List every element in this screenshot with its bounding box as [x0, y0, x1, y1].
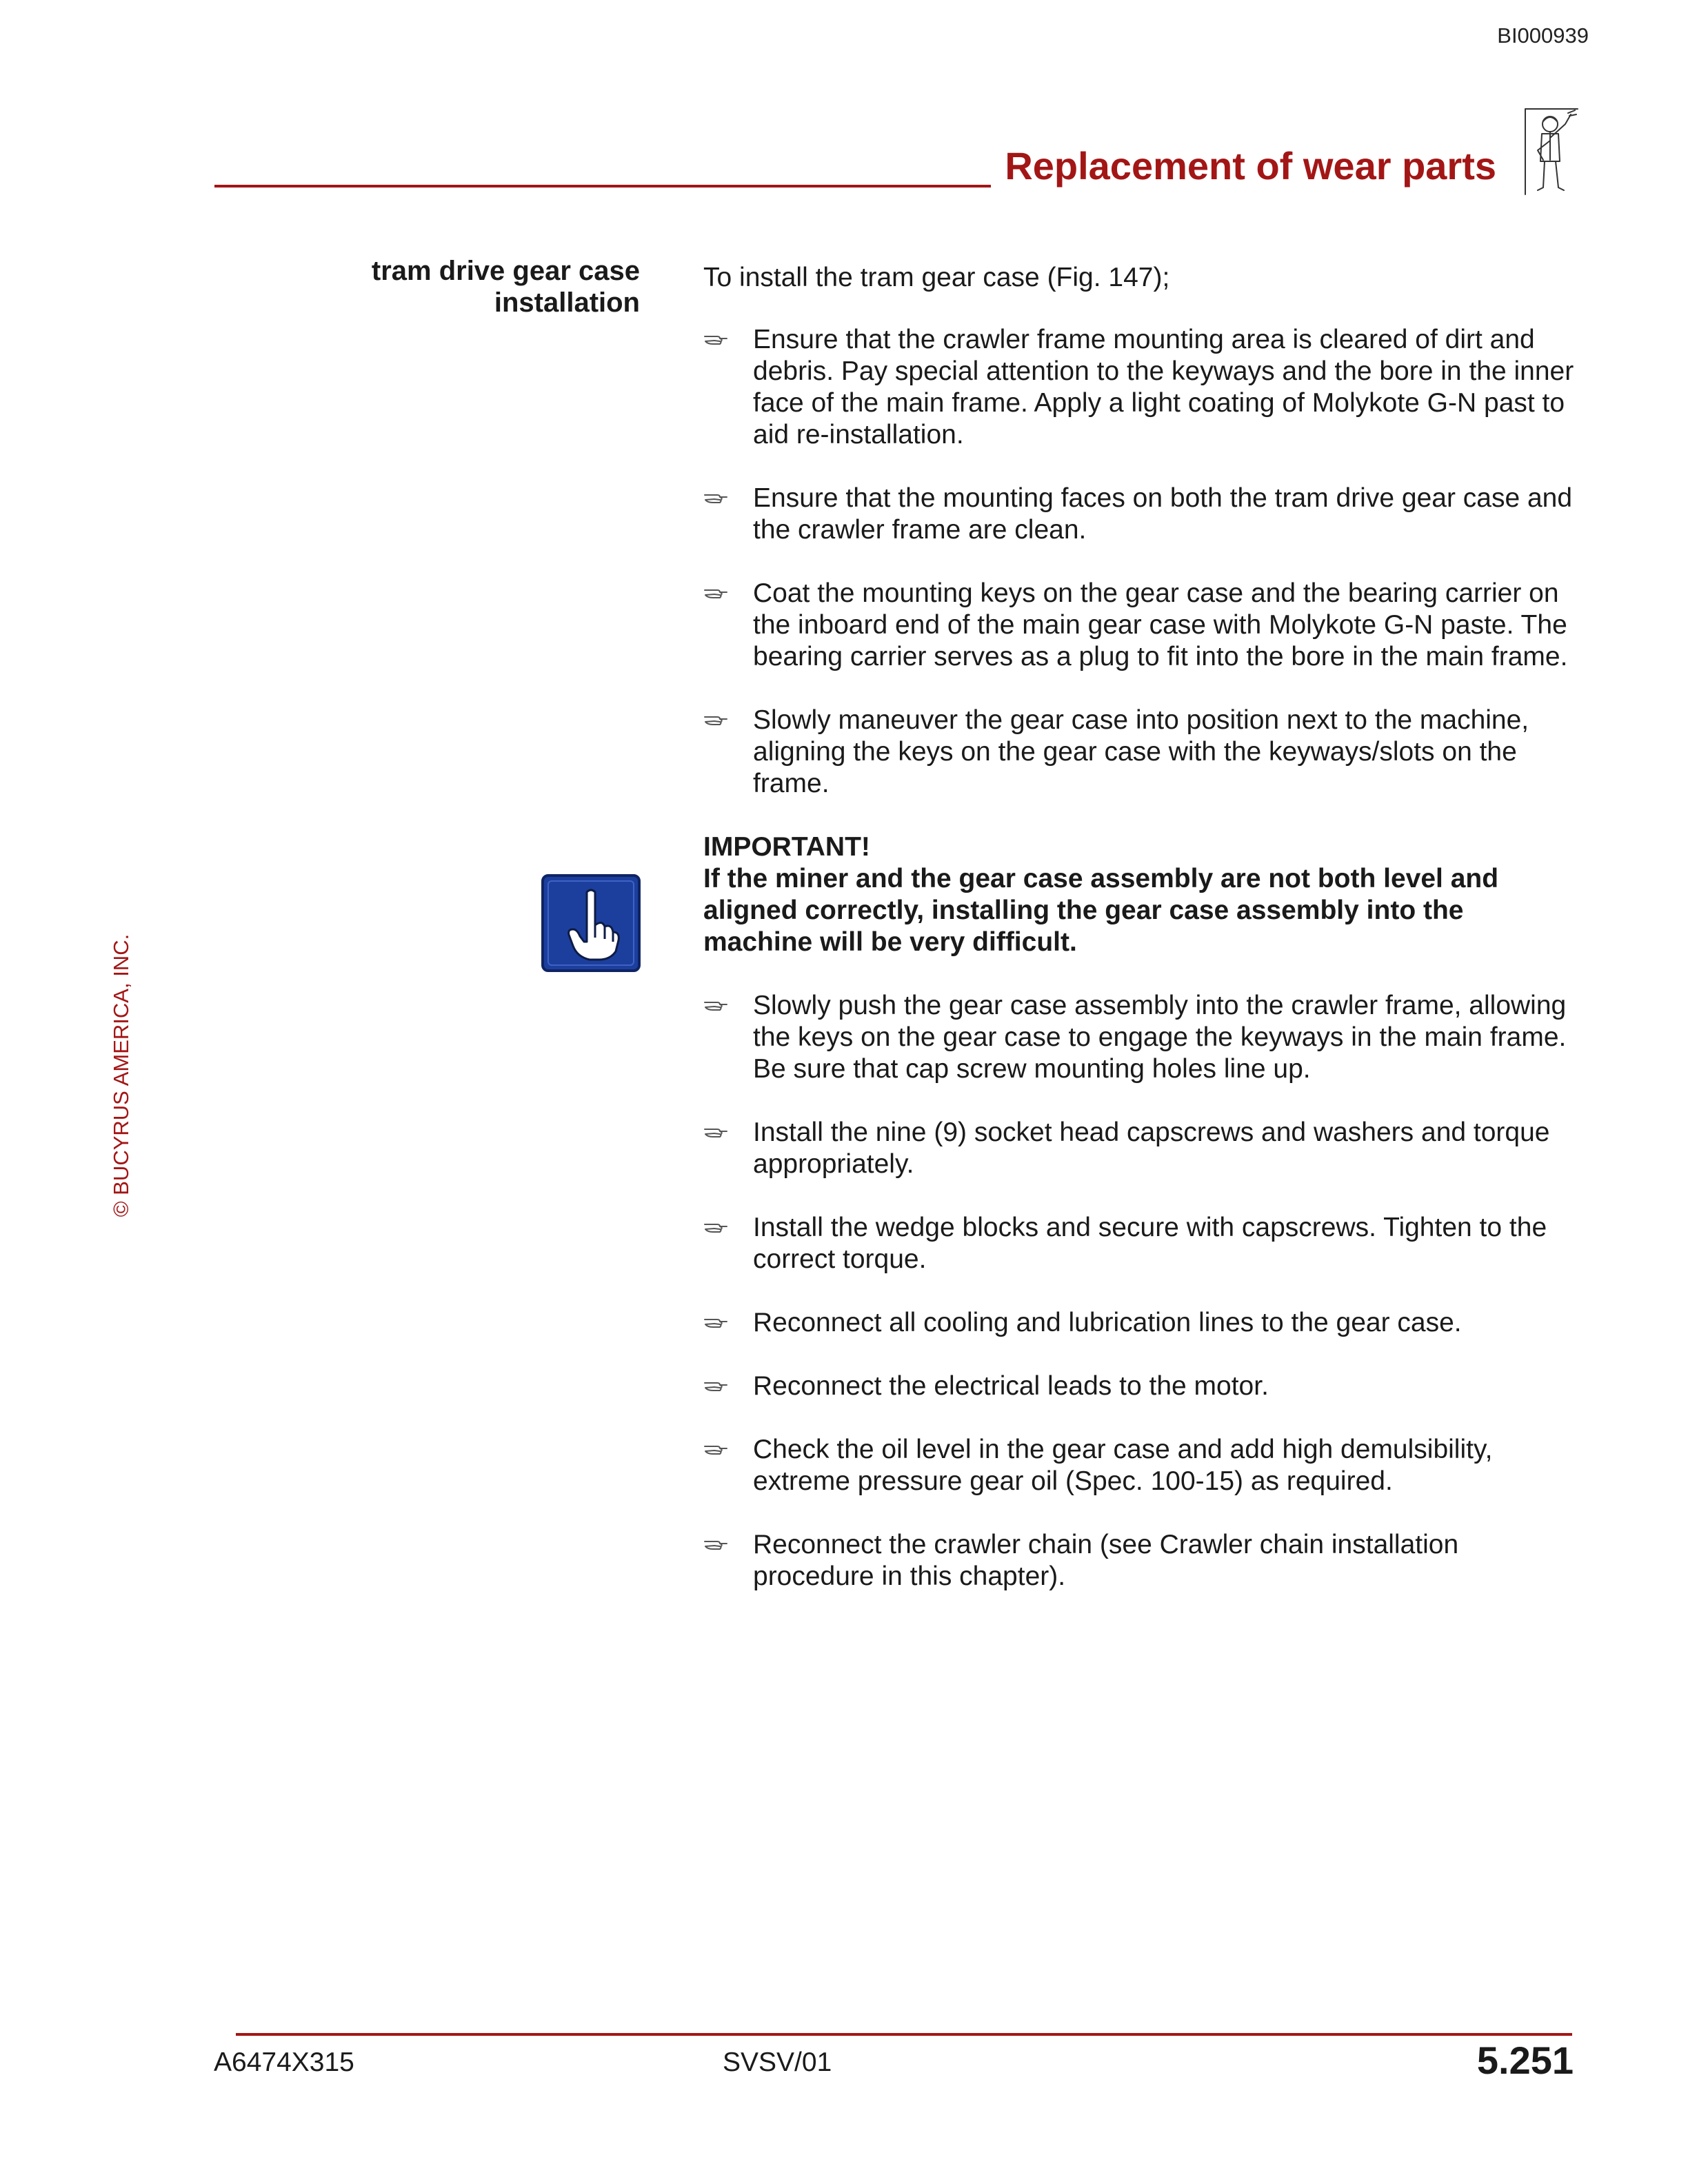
page-number: 5.251 [1476, 2039, 1574, 2082]
step-text: Ensure that the mounting faces on both the tram drive gear case and the crawler frame are clean. [753, 483, 1573, 545]
step-text: Reconnect the electrical leads to the motor. [753, 1371, 1269, 1401]
section-title: Replacement of wear parts [1005, 144, 1496, 188]
document-id: BI000939 [1497, 23, 1589, 48]
list-item [703, 1434, 1579, 1497]
step-text: Install the nine (9) socket head capscrews and washers and torque appropriately. [753, 1118, 1550, 1179]
footer-document-number: A6474X315 [214, 2048, 354, 2077]
step-text: Coat the mounting keys on the gear case and the bearing carrier on the inboard end of the main gear case with Molykote G-N paste. The bearing carrier serves as a plug to fit into the bore in the main frame. [753, 578, 1568, 671]
list-item [703, 1529, 1579, 1593]
important-notice [703, 831, 1579, 958]
step-text: Check the oil level in the gear case and add high demulsibility, extreme pressure gear oil (Spec. 100-15) as required. [753, 1435, 1493, 1496]
footer-revision: SVSV/01 [723, 2048, 832, 2077]
steps-list-before-notice [703, 324, 1579, 800]
list-item [703, 1307, 1579, 1339]
list-item [703, 1117, 1579, 1180]
step-text: Install the wedge blocks and secure with capscrews. Tighten to the correct torque. [753, 1213, 1547, 1274]
title-rule [214, 185, 991, 188]
pointing-hand-icon [703, 711, 728, 728]
side-copyright: © BUCYRUS AMERICA, INC. [109, 933, 133, 1217]
step-text: Ensure that the crawler frame mounting area is cleared of dirt and debris. Pay special attention to the keyways and the bore in the inner face of the main frame. Apply a light coating of Molykote G-N past to aid re-installation. [753, 325, 1574, 449]
list-item [703, 483, 1579, 546]
footer-rule [236, 2033, 1572, 2036]
raised-finger-hand-icon [541, 874, 641, 972]
pointing-hand-icon [703, 1219, 728, 1235]
step-text: Slowly push the gear case assembly into the crawler frame, allowing the keys on the gear case to engage the keyways in the main frame. Be sure that cap screw mounting holes line up. [753, 991, 1567, 1084]
step-text: Reconnect all cooling and lubrication lines to the gear case. [753, 1308, 1462, 1337]
mechanic-with-wrench-icon [1523, 106, 1582, 197]
steps-list-after-notice [703, 990, 1579, 1593]
pointing-hand-icon [703, 331, 728, 347]
step-text: Slowly maneuver the gear case into position next to the machine, aligning the keys on the gear case with the keyways/slots on the frame. [753, 705, 1529, 798]
pointing-hand-icon [703, 1441, 728, 1457]
pointing-hand-icon [703, 997, 728, 1013]
list-item [703, 705, 1579, 800]
step-text: Reconnect the crawler chain (see Crawler chain installation procedure in this chapter). [753, 1530, 1459, 1591]
intro-text: To install the tram gear case (Fig. 147); [703, 263, 1170, 292]
pointing-hand-icon [703, 1377, 728, 1394]
pointing-hand-icon [703, 585, 728, 601]
pointing-hand-icon [703, 1124, 728, 1140]
list-item [703, 1371, 1579, 1402]
list-item [703, 990, 1579, 1085]
list-item [703, 578, 1579, 673]
important-heading: IMPORTANT! [703, 832, 870, 862]
main-content [703, 262, 1579, 1624]
subheading-line1: tram drive gear case [371, 256, 640, 286]
pointing-hand-icon [703, 1314, 728, 1331]
important-text: If the miner and the gear case assembly are not both level and aligned correctly, installing the gear case assembly into the machine will be very difficult. [703, 864, 1499, 957]
list-item [703, 1212, 1579, 1275]
pointing-hand-icon [703, 489, 728, 506]
pointing-hand-icon [703, 1536, 728, 1553]
subheading-line2: installation [494, 287, 640, 318]
subheading [323, 255, 640, 318]
list-item [703, 324, 1579, 451]
